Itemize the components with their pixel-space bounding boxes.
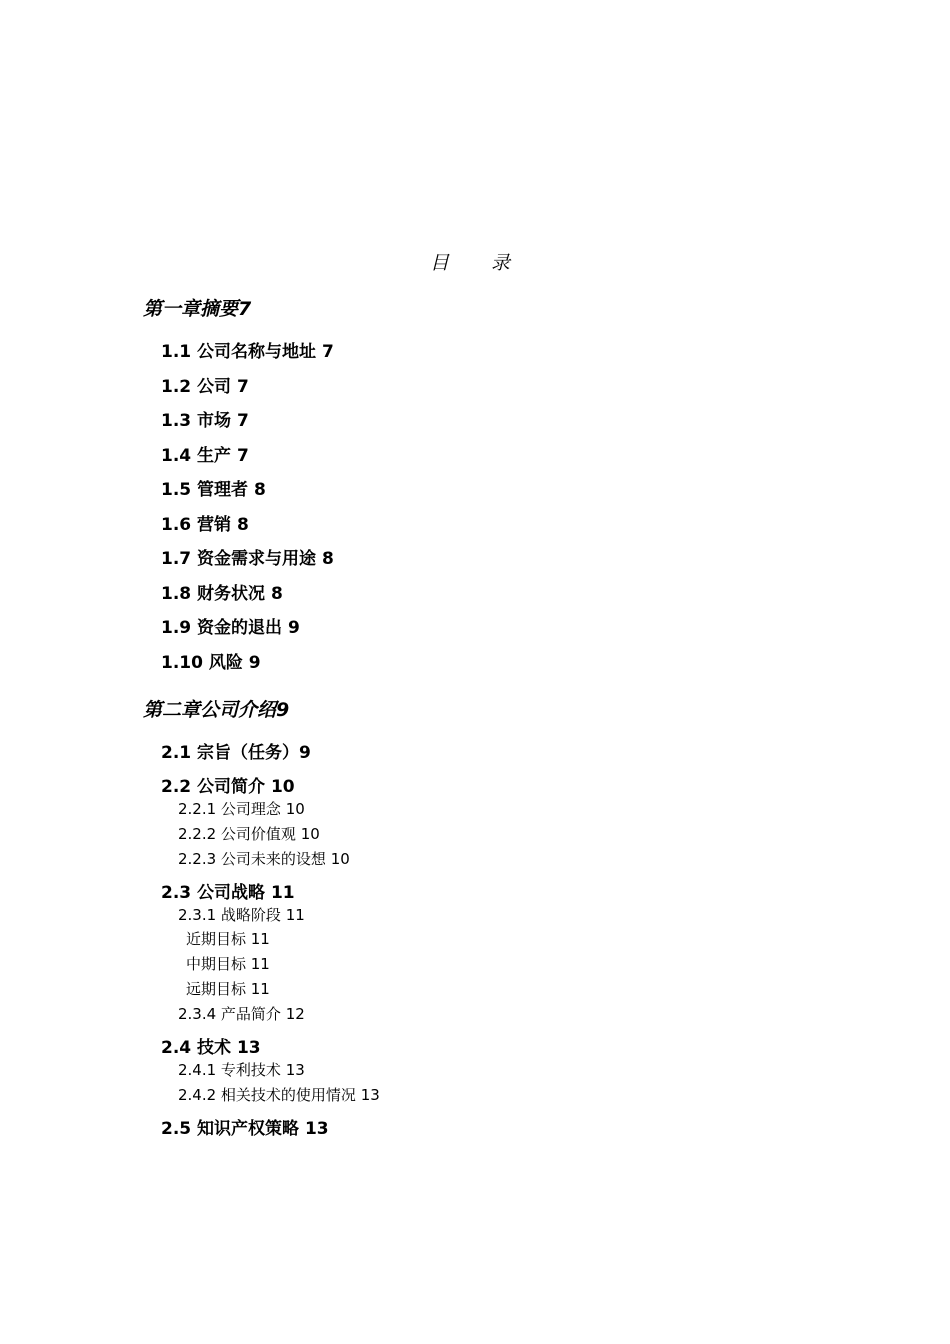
toc-chapter-2[interactable]: 第二章公司介绍9 bbox=[143, 698, 290, 721]
toc-section-2-1[interactable]: 2.1 宗旨（任务）9 bbox=[161, 742, 311, 763]
toc-item-long-term-goal[interactable]: 远期目标 11 bbox=[186, 979, 270, 998]
toc-section-2-3[interactable]: 2.3 公司战略 11 bbox=[161, 882, 295, 903]
toc-subsection-2-4-1[interactable]: 2.4.1 专利技术 13 bbox=[178, 1060, 305, 1079]
toc-section-1-3[interactable]: 1.3 市场 7 bbox=[161, 411, 249, 431]
toc-section-1-7[interactable]: 1.7 资金需求与用途 8 bbox=[161, 549, 334, 569]
toc-item-near-term-goal[interactable]: 近期目标 11 bbox=[186, 930, 270, 949]
toc-subsection-2-2-2[interactable]: 2.2.2 公司价值观 10 bbox=[178, 824, 320, 843]
toc-section-2-4[interactable]: 2.4 技术 13 bbox=[161, 1037, 261, 1058]
toc-section-1-5[interactable]: 1.5 管理者 8 bbox=[161, 480, 266, 500]
table-of-contents bbox=[143, 296, 843, 1151]
toc-subsection-2-3-1[interactable]: 2.3.1 战略阶段 11 bbox=[178, 905, 305, 924]
toc-section-1-6[interactable]: 1.6 营销 8 bbox=[161, 514, 249, 535]
toc-subsection-2-3-4[interactable]: 2.3.4 产品简介 12 bbox=[178, 1004, 305, 1023]
toc-chapter-1[interactable]: 第一章摘要7 bbox=[143, 298, 252, 320]
toc-subsection-2-2-1[interactable]: 2.2.1 公司理念 10 bbox=[178, 800, 305, 818]
toc-title: 目 录 bbox=[429, 252, 529, 274]
toc-section-1-2[interactable]: 1.2 公司 7 bbox=[161, 376, 249, 397]
toc-subsection-2-4-2[interactable]: 2.4.2 相关技术的使用情况 13 bbox=[178, 1085, 380, 1104]
toc-subsection-2-2-3[interactable]: 2.2.3 公司未来的设想 10 bbox=[178, 849, 350, 868]
toc-section-1-9[interactable]: 1.9 资金的退出 9 bbox=[161, 618, 300, 638]
toc-section-1-4[interactable]: 1.4 生产 7 bbox=[161, 445, 249, 466]
toc-section-2-2[interactable]: 2.2 公司简介 10 bbox=[161, 777, 295, 797]
toc-item-mid-term-goal[interactable]: 中期目标 11 bbox=[186, 955, 270, 974]
toc-section-1-10[interactable]: 1.10 风险 9 bbox=[161, 652, 261, 673]
toc-section-2-5[interactable]: 2.5 知识产权策略 13 bbox=[161, 1118, 329, 1139]
toc-section-1-1[interactable]: 1.1 公司名称与地址 7 bbox=[161, 342, 334, 362]
toc-section-1-8[interactable]: 1.8 财务状况 8 bbox=[161, 583, 283, 604]
